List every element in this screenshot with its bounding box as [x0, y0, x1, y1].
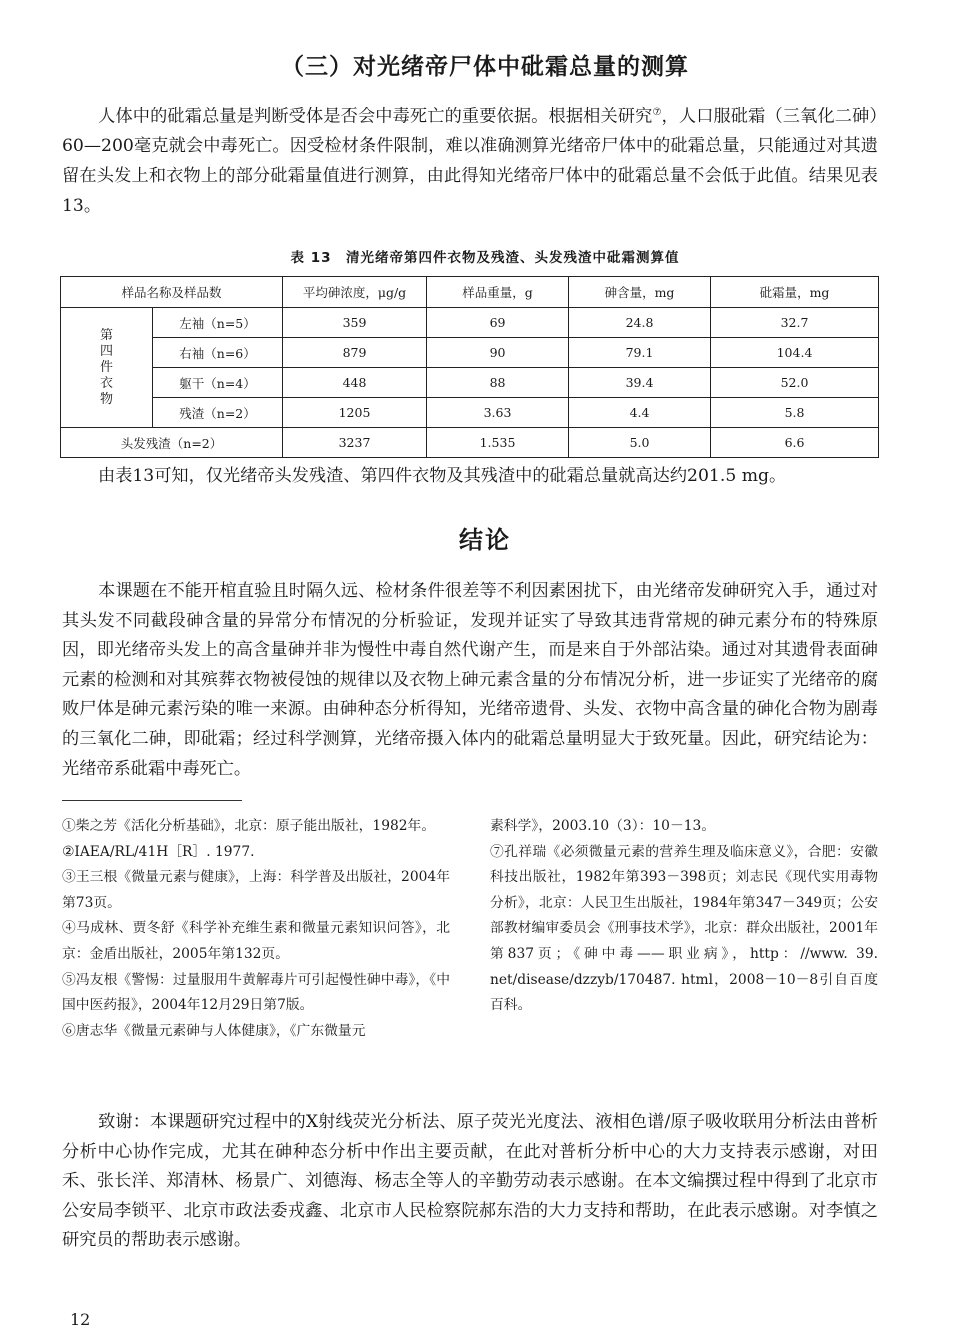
- cell-arsenic: 4.4: [569, 398, 711, 428]
- footnotes-right-column: [490, 814, 878, 1019]
- footnote: ⑤冯友根《警惕：过量服用牛黄解毒片可引起慢性砷中毒》，《中国中医药报》，2004年12月29日第7版。: [62, 971, 450, 1014]
- header-arsenic-trioxide: 砒霜量，mg: [711, 277, 879, 308]
- table-row: [61, 338, 879, 368]
- cell-weight: 88: [427, 368, 569, 398]
- cell-conc: 879: [283, 338, 427, 368]
- footnotes-left-column: [62, 814, 450, 1044]
- cell-arsenic: 24.8: [569, 308, 711, 338]
- table-row: [61, 398, 879, 428]
- cell-arsenic: 5.0: [569, 428, 711, 458]
- acknowledgement-paragraph: 致谢：本课题研究过程中的X射线荧光分析法、原子荧光光度法、液相色谱/原子吸收联用分析法由普析分析中心协作完成，尤其在砷种态分析中作出主要贡献，在此对普析分析中心的大力支持表示感谢，对田禾、张长洋、郑清林、杨景广、刘德海、杨志全等人的辛勤劳动表示感谢。在本文编撰过程中得到了北京市公安局李锁平、北京市政法委戎鑫、北京市人民检察院郝东浩的大力支持和帮助，在此表示感谢。对李慎之研究员的帮助表示感谢。: [62, 1112, 878, 1251]
- intro-text-part1: 人体中的砒霜总量是判断受体是否会中毒死亡的重要依据。根据相关研究: [98, 106, 653, 127]
- header-sample: 样品名称及样品数: [61, 277, 283, 308]
- footnote: ③王三根《微量元素与健康》，上海：科学普及出版社，2004年第73页。: [62, 869, 450, 911]
- cell-name: 右袖（n=6）: [153, 338, 283, 368]
- group-label-fourth-garment: 第 四 件 衣 物: [61, 308, 153, 428]
- cell-arsenic-trioxide: 52.0: [711, 368, 879, 398]
- reference-mark: ⑦: [652, 107, 662, 118]
- intro-paragraph: [62, 98, 878, 221]
- cell-arsenic-trioxide: 32.7: [711, 308, 879, 338]
- header-concentration: 平均砷浓度，μg/g: [283, 277, 427, 308]
- page-number: 12: [70, 1310, 91, 1329]
- footnote: ⑦孔祥瑞《必须微量元素的营养生理及临床意义》，合肥：安徽科技出版社，1982年第393－398页；刘志民《现代实用毒物分析》，北京：人民卫生出版社，1984年第347－349页；公安部教材编审委员会《刑事技术学》，北京：群众出版社，2001年第837页；《砷中毒——职业病》，http：//www. 39. net/disease/dzzyb/170487. html，2008－10－8引自百度百科。: [490, 843, 878, 1014]
- intro-text-part2: ，人口服砒霜（三氧化二砷）60—200毫克就会中毒死亡。因受检材条件限制，难以准确测算光绪帝尸体中的砒霜总量，只能通过对其遗留在头发上和衣物上的部分砒霜量值进行测算，由此得知光绪帝尸体中的砒霜总量不会低于此值。结果见表13。: [62, 106, 878, 216]
- cell-name: 头发残渣（n=2）: [61, 428, 283, 458]
- conclusion-heading: 结论: [459, 526, 511, 554]
- table-caption: 表 13 清光绪帝第四件衣物及残渣、头发残渣中砒霜测算值: [290, 250, 680, 266]
- cell-weight: 90: [427, 338, 569, 368]
- footnote-divider: [62, 800, 242, 801]
- cell-arsenic: 79.1: [569, 338, 711, 368]
- footnote: ①柴之芳《活化分析基础》，北京：原子能出版社，1982年。: [62, 818, 436, 834]
- cell-arsenic: 39.4: [569, 368, 711, 398]
- footnote: ②IAEA/RL/41H［R］. 1977.: [62, 843, 255, 860]
- header-arsenic: 砷含量，mg: [569, 277, 711, 308]
- footnote: ⑥唐志华《微量元素砷与人体健康》，《广东微量元: [62, 1022, 366, 1039]
- cell-arsenic-trioxide: 5.8: [711, 398, 879, 428]
- footnote: ④马成林、贾冬舒《科学补充维生素和微量元素知识问答》，北京：金盾出版社，2005年第132页。: [62, 920, 450, 962]
- cell-weight: 1.535: [427, 428, 569, 458]
- cell-conc: 448: [283, 368, 427, 398]
- cell-conc: 359: [283, 308, 427, 338]
- cell-arsenic-trioxide: 6.6: [711, 428, 879, 458]
- cell-arsenic-trioxide: 104.4: [711, 338, 879, 368]
- header-weight: 样品重量，g: [427, 277, 569, 308]
- table-header-row: [61, 277, 879, 308]
- table-row-hair: [61, 428, 879, 458]
- cell-conc: 1205: [283, 398, 427, 428]
- after-table-paragraph: 由表13可知，仅光绪帝头发残渣、第四件衣物及其残渣中的砒霜总量就高达约201.5 mg。: [98, 466, 787, 486]
- section-heading: （三）对光绪帝尸体中砒霜总量的测算: [281, 54, 689, 80]
- table-row: [61, 368, 879, 398]
- table-row: [61, 308, 879, 338]
- conclusion-paragraph: 本课题在不能开棺直验且时隔久远、检材条件很差等不利因素困扰下，由光绪帝发砷研究入手，通过对其头发不同截段砷含量的异常分布情况的分析验证，发现并证实了导致其违背常规的砷元素分布的特殊原因，即光绪帝头发上的高含量砷并非为慢性中毒自然代谢产生，而是来自于外部沾染。通过对其遗骨表面砷元素的检测和对其殡葬衣物被侵蚀的规律以及衣物上砷元素含量的分布情况分析，进一步证实了光绪帝的腐败尸体是砷元素污染的唯一来源。由砷种态分析得知，光绪帝遗骨、头发、衣物中高含量的砷化合物为剧毒的三氧化二砷，即砒霜；经过科学测算，光绪帝摄入体内的砒霜总量明显大于致死量。因此，研究结论为：光绪帝系砒霜中毒死亡。: [62, 581, 878, 779]
- footnote: 素科学》，2003.10（3）：10－13。: [490, 818, 716, 834]
- cell-name: 左袖（n=5）: [153, 308, 283, 338]
- cell-weight: 69: [427, 308, 569, 338]
- cell-conc: 3237: [283, 428, 427, 458]
- arsenic-table: [60, 276, 879, 458]
- cell-name: 残渣（n=2）: [153, 398, 283, 428]
- cell-weight: 3.63: [427, 398, 569, 428]
- cell-name: 躯干（n=4）: [153, 368, 283, 398]
